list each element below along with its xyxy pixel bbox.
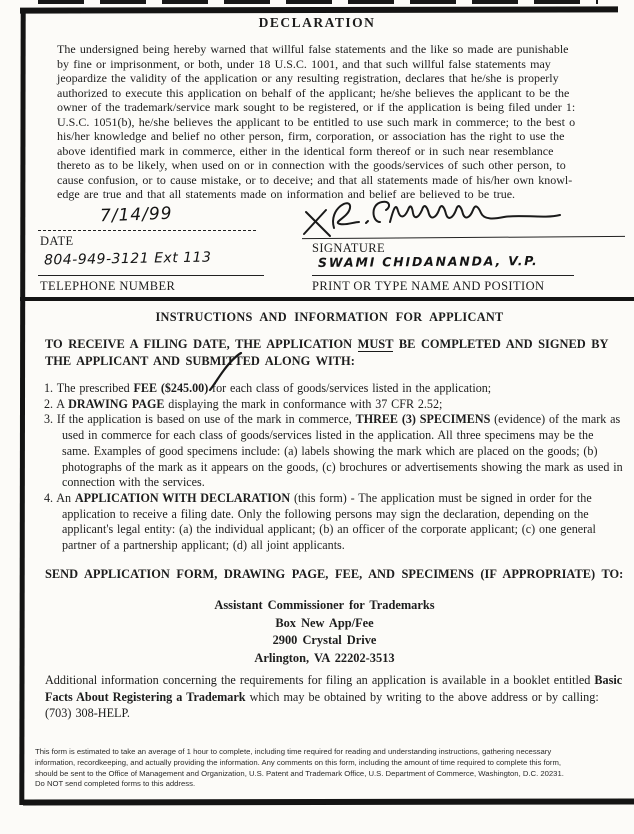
instructions-list — [44, 381, 624, 554]
declaration-body-line: cause confusion, or to cause mistake, or to deceive; and that all statements made of his/her own knowl- — [57, 172, 573, 187]
item-number: 4. — [44, 490, 54, 505]
item-text: displaying the mark in conformance with 37 CFR 2.52; — [164, 396, 443, 411]
item-bold-text: FEE ($245.00) — [133, 381, 209, 395]
declaration-body-line: owner of the trademark/service mark sought to be registered, or if the application is being filed under 1: — [57, 100, 576, 114]
address-line: 2900 Crystal Drive — [272, 633, 377, 647]
intro-underlined-word: MUST — [357, 337, 394, 351]
intro-pre: TO RECEIVE A FILING DATE, THE APPLICATION — [45, 337, 358, 351]
declaration-body — [57, 42, 627, 202]
paperwork-burden-fine-print — [35, 747, 629, 790]
booklet-title: Basic Facts About Registering a Trademark — [45, 673, 623, 704]
form-border-left — [19, 9, 25, 805]
declaration-body-line: edge are true and that all statements made on information and belief are believed to be true. — [57, 187, 516, 201]
telephone-handwritten-value: 804-949-3121 Ext 113 — [43, 249, 212, 269]
date-line — [38, 230, 256, 231]
fine-print-line: Do NOT send completed forms to this address. — [35, 779, 196, 789]
item-number: 2. — [44, 396, 54, 411]
item-text: An — [56, 490, 75, 505]
instruction-item-1 — [44, 381, 624, 397]
form-border-bottom — [23, 798, 634, 805]
item-number: 1. — [44, 381, 54, 395]
additional-info-paragraph — [45, 672, 623, 722]
instruction-item-4 — [44, 491, 624, 554]
instructions-intro-line2: THE APPLICANT AND SUBMITTED ALONG WITH: — [45, 354, 355, 368]
item-text: A — [56, 396, 69, 411]
mailing-address — [25, 597, 624, 667]
item-bold-text: DRAWING PAGE — [68, 396, 165, 411]
printed-name-line — [312, 275, 574, 276]
fine-print-line: information, recordkeeping, and actually providing the information. Any comments on this form, including the amount of time required to complete this form, — [35, 757, 562, 767]
declaration-body-line: U.S.C. 1051(b), he/she believes the applicant to be entitled to use such mark in commerce; to the best o — [57, 114, 576, 129]
signature-label: SIGNATURE — [312, 241, 386, 255]
declaration-title: DECLARATION — [258, 15, 376, 30]
item-text: for each class of goods/services listed in the application; — [208, 381, 492, 395]
additional-pre: Additional information concerning the requirements for filing an application is available in a booklet entitled — [45, 673, 595, 687]
item-text: If the application is based on use of the mark in commerce, — [56, 412, 356, 427]
declaration-body-line: thereto as to be likely, when used on or in connection with the goods/services of such other person, to — [57, 158, 566, 172]
item-text: (evidence) of the mark as used in commerce for each class of goods/services listed in the application. All three specimens may be the same. Examples of good specimens include: (a) labels showing the mark which are placed on the goods; (b) photographs of the mark as it appears on the goods, (c) brochures or advertisements showing the mark as used in connection with the services. — [62, 412, 623, 490]
additional-post: which may be obtained by writing to the above address or by calling: (703) 308-HELP. — [45, 689, 599, 720]
item-bold-text: APPLICATION WITH DECLARATION — [74, 490, 291, 505]
item-text: (this form) - The application must be signed in order for the application to receive a filing date. Only the following persons may sign the declaration, depending on the applicant's legal entity: (a) the individual applicant; (b) an officer of the corporate applicant; (c) one general partner of a partnership applicant; (d) all joint applicants. — [62, 490, 596, 553]
address-line: Assistant Commissioner for Trademarks — [214, 598, 435, 612]
fine-print-line: This form is estimated to take an average of 1 hour to complete, including time required for reading and understanding instructions, gathering necessary — [35, 747, 552, 756]
instructions-intro — [45, 336, 609, 370]
signature-scrawl-icon — [298, 194, 570, 242]
form-border-top — [20, 6, 618, 13]
date-label: DATE — [40, 234, 74, 248]
instructions-intro-line1 — [45, 336, 609, 353]
telephone-label: TELEPHONE NUMBER — [40, 279, 176, 293]
printed-name-label: PRINT OR TYPE NAME AND POSITION — [312, 279, 545, 293]
address-line: Box New App/Fee — [275, 615, 374, 630]
send-to-heading: SEND APPLICATION FORM, DRAWING PAGE, FEE, AND SPECIMENS (IF APPROPRIATE) TO: — [45, 567, 624, 581]
item-bold-text: THREE (3) SPECIMENS — [355, 412, 491, 427]
instruction-item-3 — [44, 412, 624, 491]
section-divider — [20, 297, 634, 301]
declaration-body-line: his/her knowledge and belief no other person, firm, corporation, or association has the right to use the — [57, 129, 565, 143]
date-handwritten-value: 7/14/99 — [99, 203, 173, 227]
item-text: The prescribed — [56, 381, 134, 395]
scan-edge-artifact — [38, 0, 598, 4]
item-number: 3. — [44, 412, 54, 427]
fine-print-line: should be sent to the Office of Management and Organization, U.S. Patent and Trademark Office, U.S. Department of Commerce, Washington, D.C. 20231. — [35, 768, 564, 778]
instruction-item-2 — [44, 397, 624, 413]
declaration-body-line: by fine or imprisonment, or both, under 18 U.S.C. 1001, and that such willful false statements may — [57, 56, 551, 71]
telephone-line — [38, 275, 264, 276]
printed-name-handwritten-value: SWAMI CHIDANANDA, V.P. — [317, 253, 539, 270]
address-line: Arlington, VA 22202-3513 — [254, 650, 395, 665]
intro-post: BE COMPLETED AND SIGNED BY — [393, 337, 609, 351]
declaration-body-line: jeopardize the validity of the application or any resulting registration, declares that he/she is properly — [57, 71, 559, 85]
declaration-body-line: above identified mark in commerce, either in the identical form thereof or in such near resemblance — [57, 143, 554, 158]
instructions-title: INSTRUCTIONS AND INFORMATION FOR APPLICANT — [155, 310, 504, 324]
declaration-body-line: authorized to execute this application on behalf of the applicant; he/she believes the applicant to be the — [57, 85, 570, 100]
declaration-body-line: The undersigned being hereby warned that willful false statements and the like so made are punishable — [57, 42, 569, 56]
